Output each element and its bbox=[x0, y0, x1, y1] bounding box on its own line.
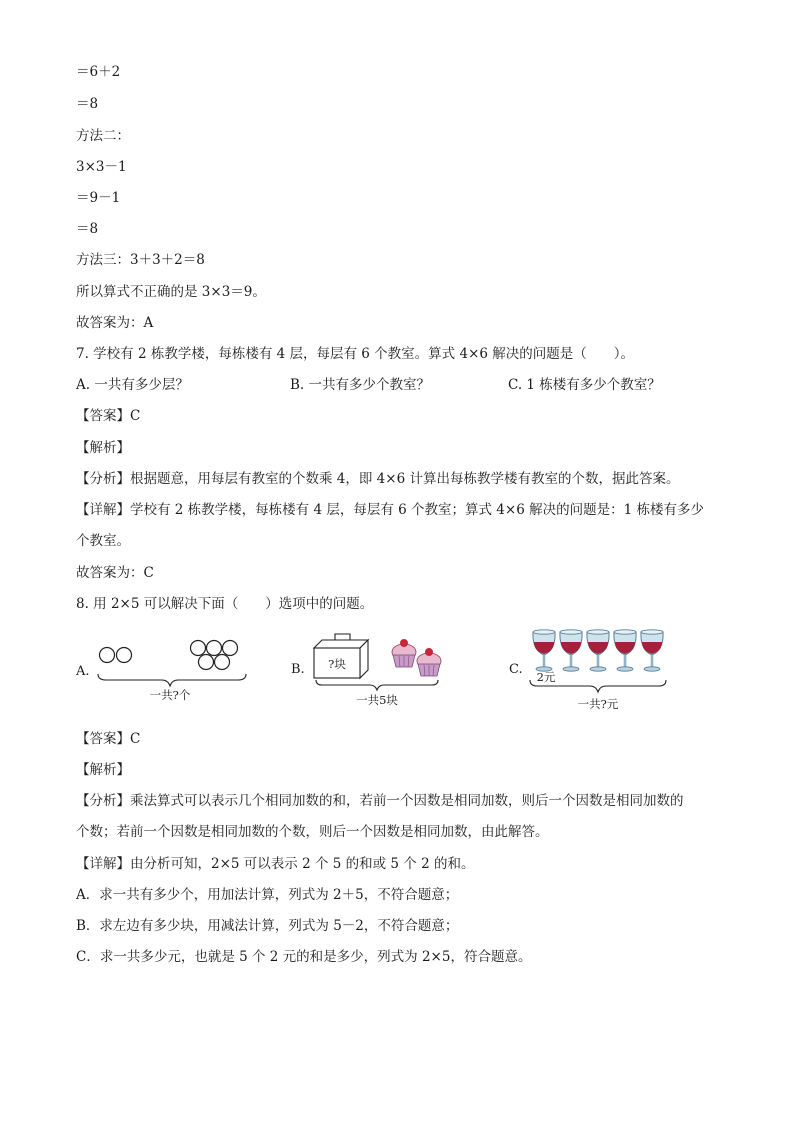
wine-glass-icon bbox=[641, 630, 663, 671]
question-8: 8. 用 2×5 可以解决下面（ ）选项中的问题。 bbox=[76, 596, 374, 612]
q7-analysis: 【分析】根据题意，用每层有教室的个数乘 4，即 4×6 计算出每栋教学楼有教室的个数，据此答案。 bbox=[76, 471, 680, 487]
q7-option-b: B. 一共有多少个教室？ bbox=[290, 377, 431, 393]
cupcake-icon bbox=[392, 639, 416, 667]
figure-b-label: 一共5块 bbox=[356, 693, 398, 707]
figure-b-letter: B. bbox=[291, 662, 305, 677]
price-label: 2元 bbox=[536, 670, 556, 684]
circle-group-right bbox=[191, 641, 238, 670]
q8-explain-a: A．求一共有多少个，用加法计算，列式为 2＋5，不符合题意； bbox=[76, 887, 459, 903]
figure-c-label: 一共?元 bbox=[577, 697, 619, 711]
calc-line: ＝8 bbox=[76, 96, 99, 112]
figure-a-letter: A. bbox=[76, 664, 90, 679]
answer-conclusion: 故答案为：A bbox=[76, 315, 154, 331]
wine-glass-icon bbox=[587, 630, 609, 671]
wine-glass-icon bbox=[560, 630, 582, 671]
q8-detail: 【详解】由分析可知，2×5 可以表示 2 个 5 的和或 5 个 2 的和。 bbox=[76, 856, 475, 872]
wine-glass-icon bbox=[614, 630, 636, 671]
circle-group-left bbox=[100, 648, 132, 663]
summary-line: 所以算式不正确的是 3×3＝9。 bbox=[76, 284, 266, 300]
figure-a-label: 一共?个 bbox=[149, 688, 191, 702]
method-three-line: 方法三：3＋3＋2＝8 bbox=[76, 252, 205, 268]
q7-option-a: A. 一共有多少层？ bbox=[76, 377, 189, 393]
cupcake-icon bbox=[417, 648, 441, 676]
figure-a bbox=[94, 640, 254, 710]
box-label: ?块 bbox=[328, 657, 346, 671]
wine-glass-icon bbox=[533, 630, 555, 671]
calc-line: ＝8 bbox=[76, 221, 99, 237]
q8-analysis-heading: 【解析】 bbox=[76, 762, 130, 778]
calc-line: ＝6＋2 bbox=[76, 64, 121, 80]
calc-line: ＝9－1 bbox=[76, 190, 121, 206]
q7-detail: 【详解】学校有 2 栋教学楼，每栋楼有 4 层，每层有 6 个教室；算式 4×6 解决的问题是：1 栋楼有多少 bbox=[76, 502, 704, 518]
brace bbox=[98, 674, 246, 686]
brace bbox=[316, 680, 438, 690]
method-heading: 方法二： bbox=[76, 128, 130, 144]
q8-answer: 【答案】C bbox=[76, 731, 141, 747]
figure-b bbox=[308, 628, 448, 708]
q7-option-c: C. 1 栋楼有多少个教室？ bbox=[508, 377, 661, 393]
q7-conclusion: 故答案为：C bbox=[76, 565, 154, 581]
q7-analysis-heading: 【解析】 bbox=[76, 440, 130, 456]
calc-line: 3×3－1 bbox=[76, 159, 127, 175]
q8-explain-c: C．求一共多少元，也就是 5 个 2 元的和是多少，列式为 2×5，符合题意。 bbox=[76, 949, 532, 965]
question-7: 7. 学校有 2 栋教学楼，每栋楼有 4 层，每层有 6 个教室。算式 4×6 解决的问题是（ ）。 bbox=[76, 346, 635, 362]
q7-answer: 【答案】C bbox=[76, 408, 141, 424]
box-icon bbox=[314, 634, 368, 678]
q8-explain-b: B．求左边有多少块，用减法计算，列式为 5－2，不符合题意； bbox=[76, 918, 459, 934]
q8-analysis: 【分析】乘法算式可以表示几个相同加数的和，若前一个因数是相同加数，则后一个因数是相同加数的 bbox=[76, 793, 684, 809]
q8-analysis-continued: 个数；若前一个因数是相同加数的个数，则后一个因数是相同加数，由此解答。 bbox=[76, 824, 549, 840]
q7-detail-continued: 个教室。 bbox=[76, 533, 130, 549]
figure-c bbox=[526, 626, 676, 714]
figure-c-letter: C. bbox=[509, 662, 523, 677]
